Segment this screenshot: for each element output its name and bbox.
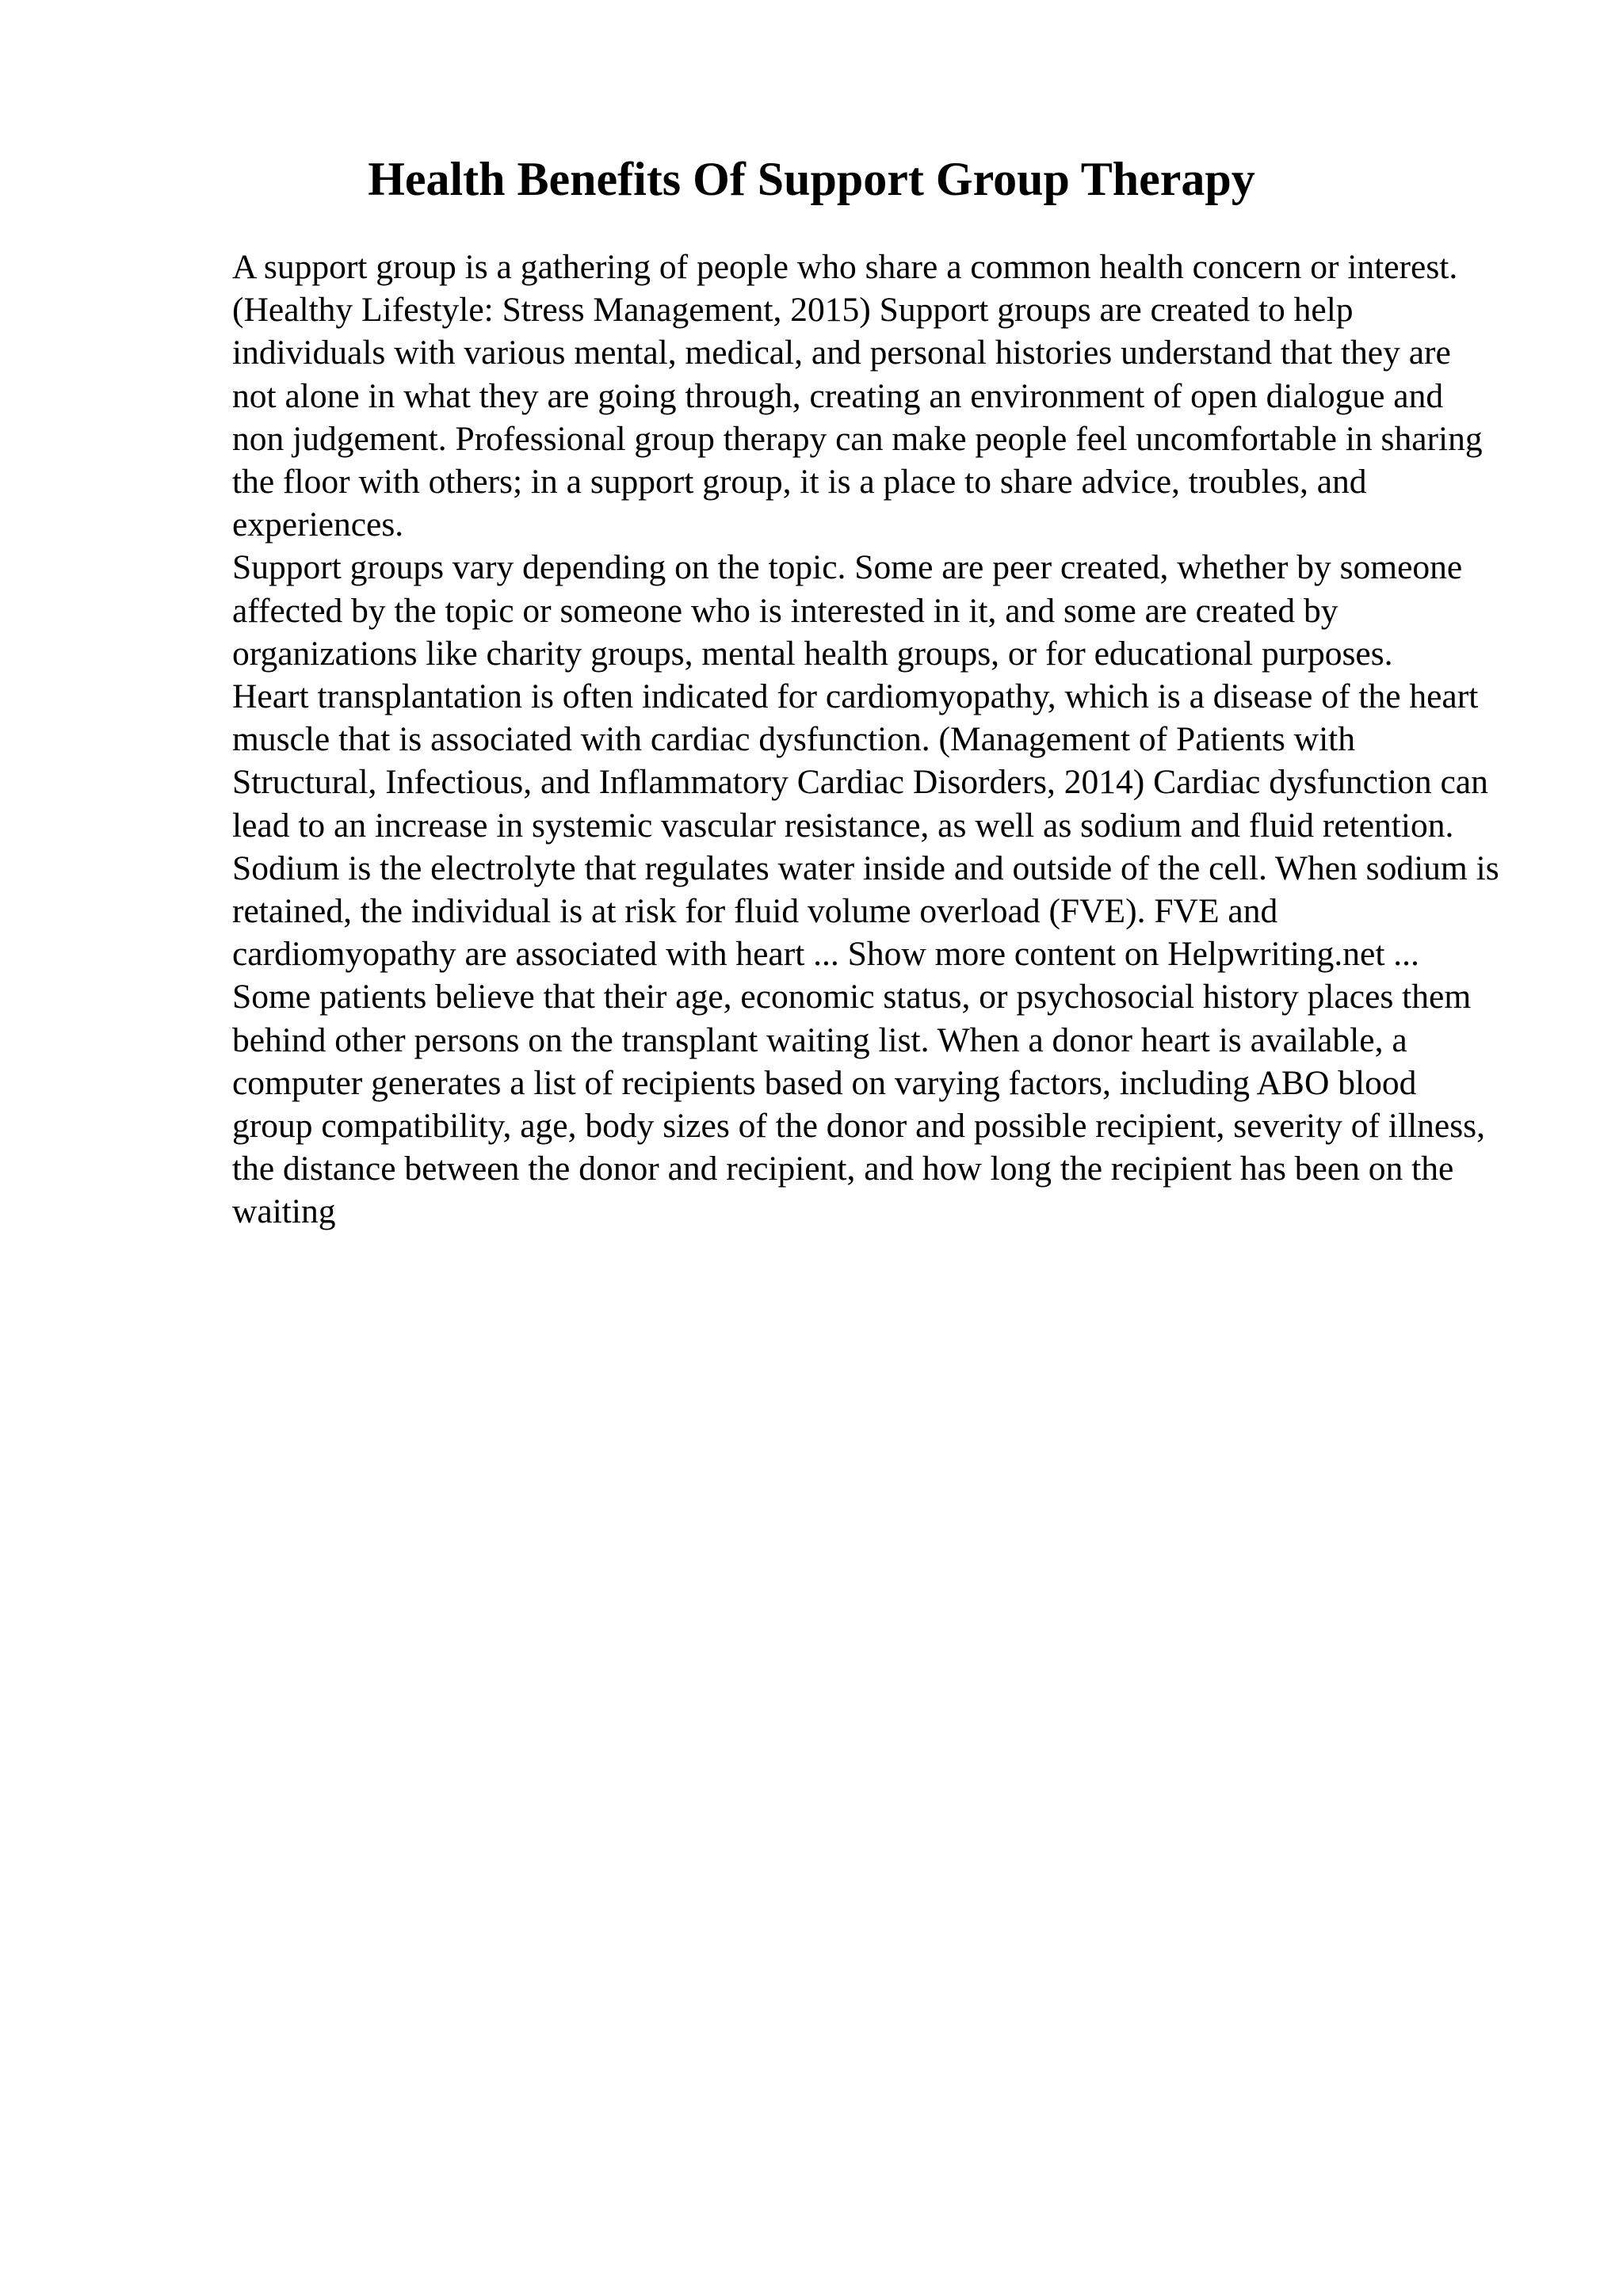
document-body xyxy=(232,246,1500,1234)
paragraph-support-group-types: Support groups vary depending on the topic. Some are peer created, whether by someone affected by the topic or someone who is interested in it, and some are created by organizations like charity groups, mental health groups, or for educational purposes. xyxy=(232,548,1463,673)
paragraph-transplant-waiting-list: Some patients believe that their age, economic status, or psychosocial history places them behind other persons on the transplant waiting list. When a donor heart is available, a computer generates a list of recipients based on varying factors, including ABO blood group compatibility, age, body sizes of the donor and possible recipient, severity of illness, the distance between the donor and recipient, and how long the recipient has been on the waiting xyxy=(232,978,1485,1231)
document-title: Health Benefits Of Support Group Therapy xyxy=(368,153,1255,205)
paragraph-heart-transplantation: Heart transplantation is often indicated for cardiomyopathy, which is a disease of the heart muscle that is associated with cardiac dysfunction. (Management of Patients with Structural, Infectious, and Inflammatory Cardiac Disorders, 2014) Cardiac dysfunction can lead to an increase in systemic vascular resistance, as well as sodium and fluid retention. Sodium is the electrolyte that regulates water inside and outside of the cell. When sodium is retained, the individual is at risk for fluid volume overload (FVE). FVE and cardiomyopathy are associated with heart ... Show more content on Helpwriting.net ... xyxy=(232,677,1499,974)
paragraph-support-group-definition: A support group is a gathering of people who share a common health concern or interest. (Healthy Lifestyle: Stress Management, 2015) Support groups are created to help individuals with various mental, medical, and personal histories understand that they are not alone in what they are going through, creating an environment of open dialogue and non judgement. Professional group therapy can make people feel uncomfortable in sharing the floor with others; in a support group, it is a place to share advice, troubles, and experiences. xyxy=(232,248,1483,544)
